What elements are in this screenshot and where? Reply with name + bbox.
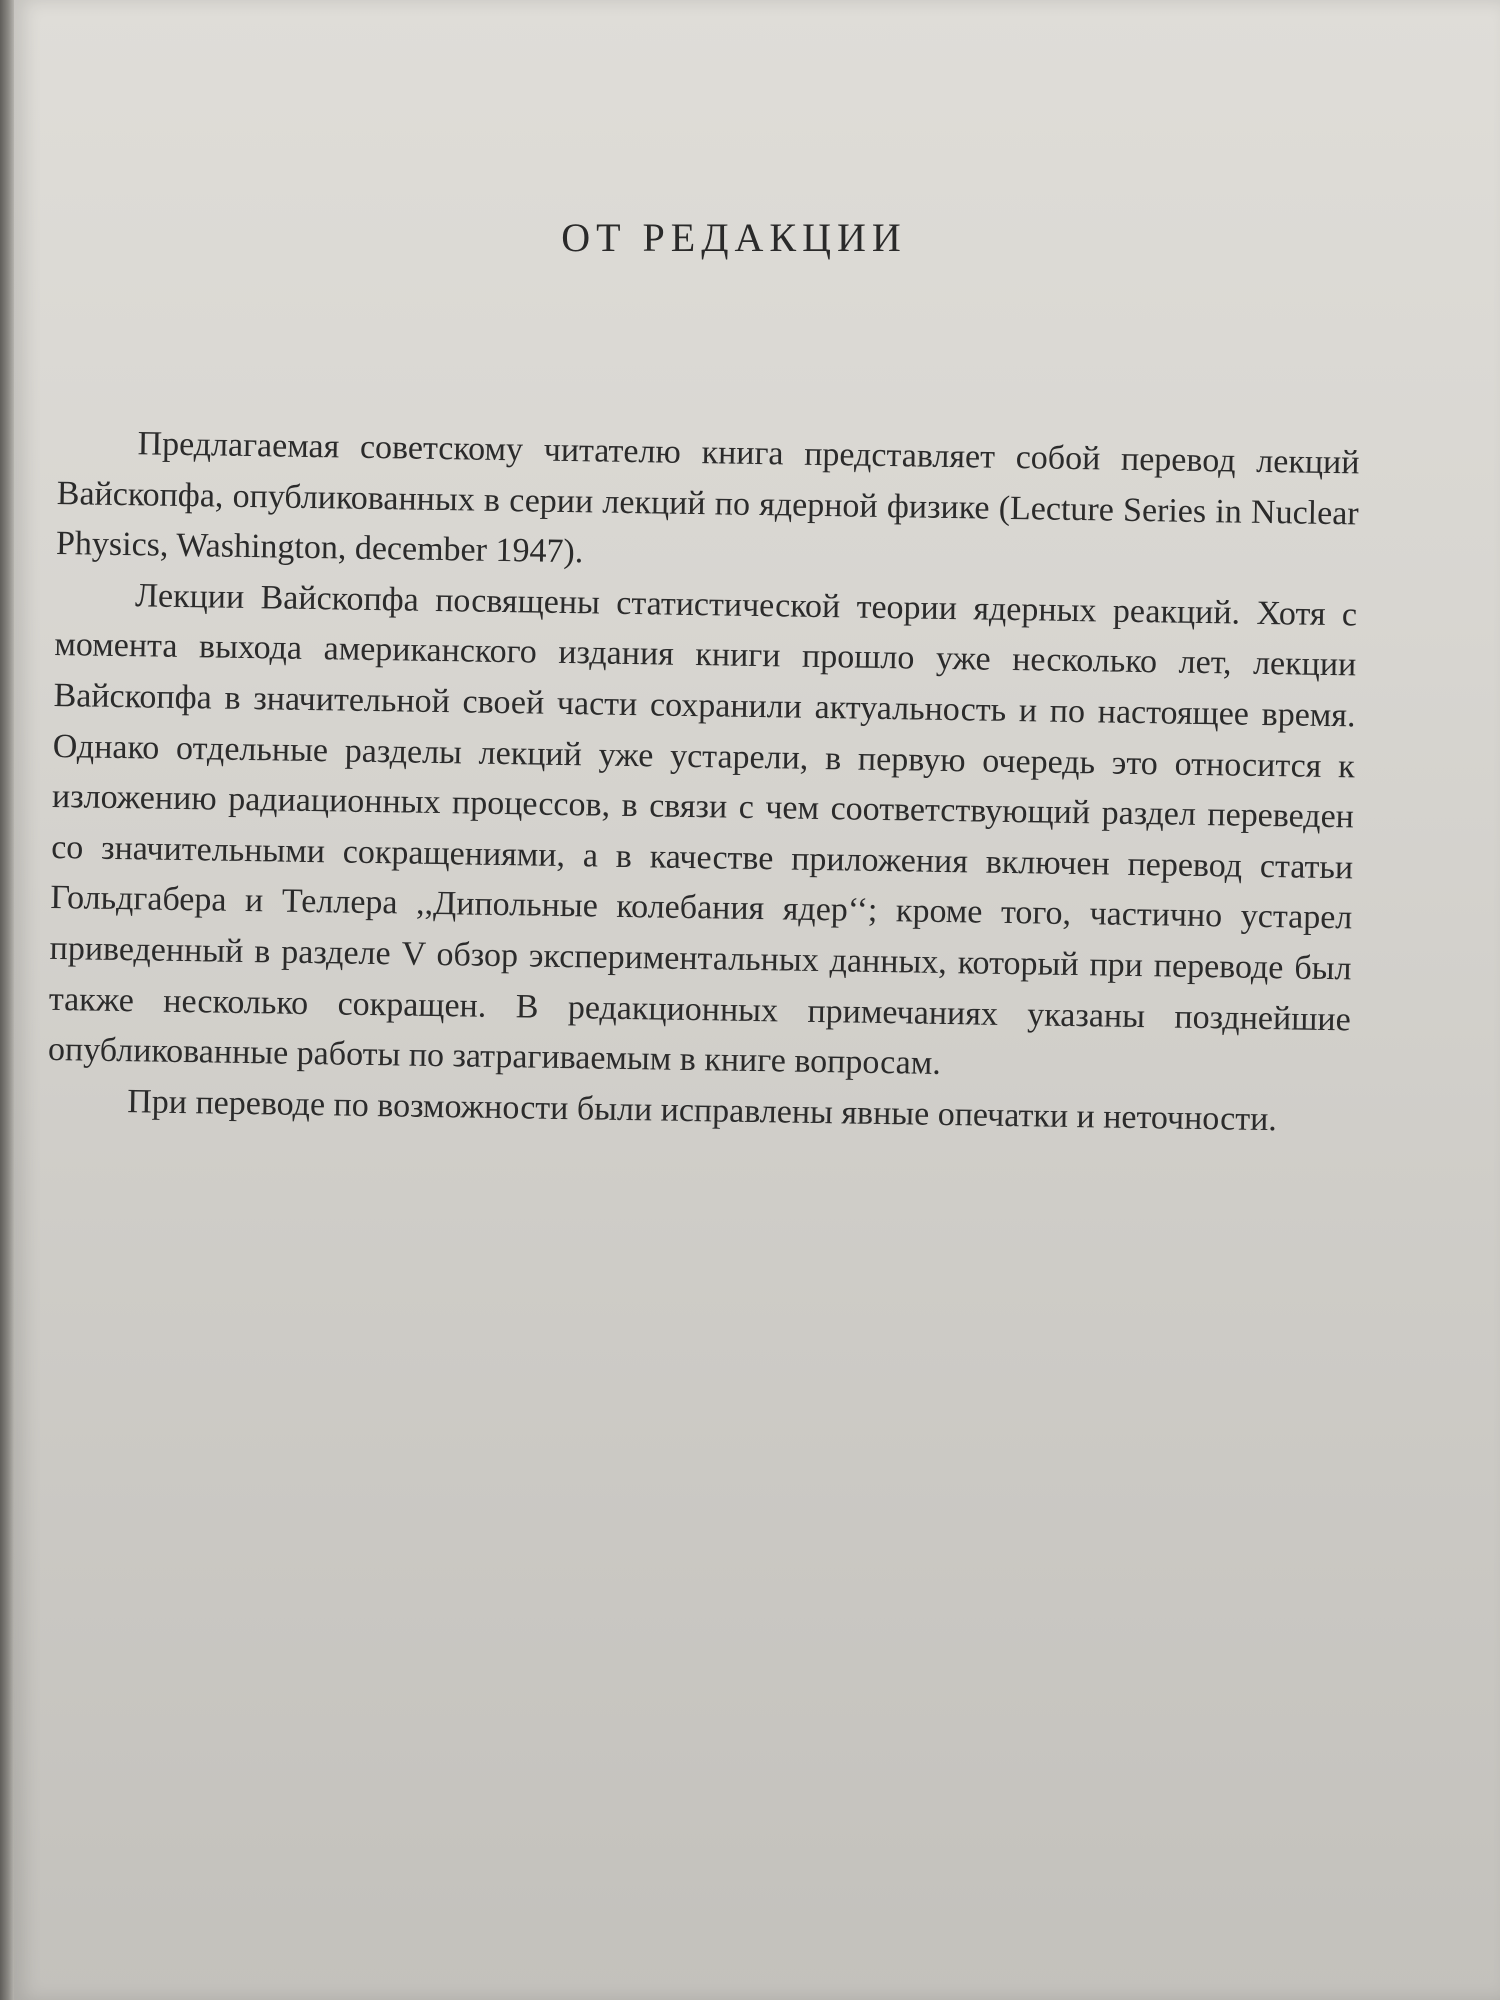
- paragraph-2: Лекции Вайскопфа посвящены статистической теории ядерных реакций. Хотя с момента выхода американского издания книги прошло уже несколько лет, лекции Вайскопфа в значительной своей части сохранили актуальность и по настоящее время. Однако отдельные разделы лекций уже устарели, в первую очередь это относится к изложению радиационных процессов, в связи с чем соответствующий раздел переведен со значительными сокращениями, а в качестве приложения включен перевод статьи Гольдгабера и Теллера ,,Дипольные колебания ядер‘‘; кроме того, частично устарел приведенный в разделе V обзор экспериментальных данных, который при переводе был также несколько сокращен. В редакционных примечаниях указаны позднейшие опубликованные работы по затрагиваемым в книге вопросам.: [47, 577, 1358, 1083]
- page-heading: ОТ РЕДАКЦИИ: [561, 215, 907, 260]
- book-page: [14, 0, 1500, 2000]
- paragraph-3: При переводе по возможности были исправлены явные опечатки и неточности.: [126, 1082, 1278, 1138]
- page-binding-edge: [0, 0, 14, 2000]
- editorial-text: [47, 418, 1360, 1147]
- paragraph-1: Предлагаемая советскому читателю книга представляет собой перевод лекций Вайскопфа, опубликованных в серии лекций по ядерной физике (Lecture Series in Nuclear Physics, Washington, december 1947).: [55, 425, 1360, 571]
